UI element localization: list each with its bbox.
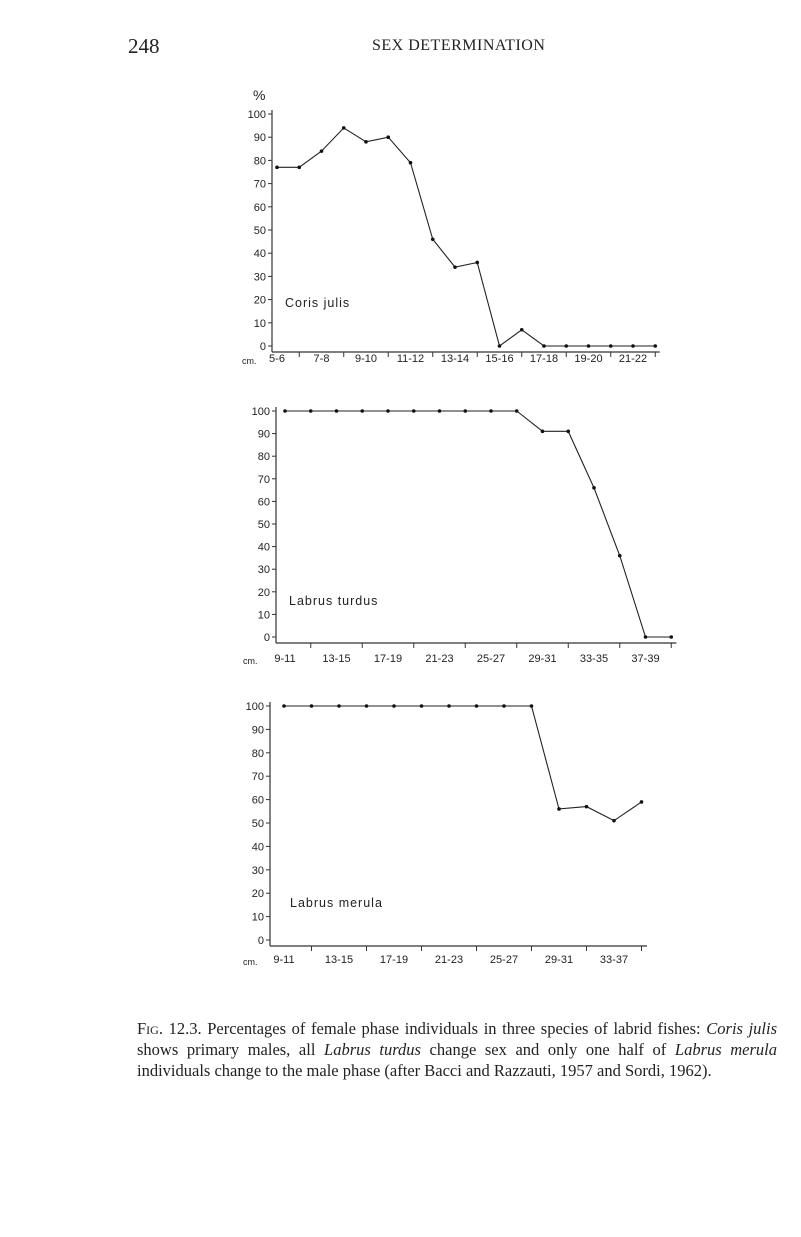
x-tick-label: 9-11	[273, 954, 295, 966]
data-point	[530, 704, 534, 708]
y-tick-label: 80	[253, 155, 266, 168]
x-tick-label: 21-23	[434, 954, 464, 966]
x-tick-label: 17-19	[379, 954, 409, 966]
x-tick-label: 5-6	[269, 353, 285, 365]
data-point	[275, 166, 279, 170]
data-point	[515, 409, 519, 413]
y-tick-label: 30	[257, 564, 270, 577]
data-point	[409, 161, 413, 165]
data-point	[640, 800, 644, 804]
y-tick-label: 80	[251, 747, 264, 760]
chart-labrus-merula	[243, 701, 647, 967]
y-tick-label: 0	[257, 935, 264, 947]
y-tick-label: 90	[257, 428, 270, 441]
y-tick-label: 60	[251, 794, 264, 807]
y-tick-label: 20	[253, 294, 266, 307]
y-tick-label: 50	[257, 519, 270, 531]
x-tick-label: 29-31	[544, 954, 574, 966]
data-point	[564, 344, 568, 348]
data-point	[541, 430, 545, 434]
x-tick-label: 9-11	[274, 653, 296, 665]
data-point	[392, 704, 396, 708]
x-tick-label: 25-27	[489, 954, 519, 966]
y-tick-label: 40	[257, 541, 270, 554]
species-label: Labrus merula	[290, 896, 383, 910]
y-axis-unit-label: %	[253, 87, 266, 103]
data-point	[412, 409, 416, 413]
data-point	[475, 261, 479, 265]
data-point	[386, 135, 390, 139]
y-tick-label: 70	[251, 771, 264, 784]
species-label: Coris julis	[285, 296, 351, 310]
x-tick-label: 13-15	[322, 653, 351, 665]
data-point	[364, 140, 368, 144]
data-point	[283, 409, 287, 413]
data-point	[335, 409, 339, 413]
data-point	[447, 704, 451, 708]
data-point	[566, 430, 570, 434]
x-tick-label: 29-31	[528, 653, 557, 665]
caption-text-3: Labrus turdus	[324, 1040, 421, 1059]
x-tick-label: 25-27	[476, 653, 506, 665]
y-tick-label: 70	[257, 473, 270, 486]
x-tick-label: 9-10	[354, 353, 378, 365]
data-point	[609, 344, 613, 348]
data-point	[520, 328, 524, 332]
data-point	[309, 409, 313, 413]
caption-text-5: Labrus merula	[674, 1040, 778, 1059]
data-point	[489, 409, 493, 413]
y-tick-label: 10	[253, 317, 266, 330]
data-point	[420, 704, 424, 708]
y-tick-label: 70	[253, 178, 266, 191]
series-line	[277, 128, 655, 346]
x-tick-label: 33-35	[579, 653, 609, 665]
series-line	[284, 706, 642, 821]
y-tick-label: 0	[263, 632, 270, 644]
data-point	[612, 819, 616, 823]
y-tick-label: 90	[253, 132, 266, 145]
species-label: Labrus turdus	[289, 594, 379, 608]
running-head: SEX DETERMINATION	[372, 37, 546, 54]
data-point	[342, 126, 346, 130]
y-tick-label: 0	[259, 341, 266, 353]
data-point	[618, 554, 622, 558]
data-point	[475, 704, 479, 708]
y-tick-label: 10	[251, 911, 264, 924]
data-point	[320, 149, 324, 153]
y-tick-label: 40	[251, 841, 264, 854]
data-point	[502, 704, 506, 708]
y-tick-label: 80	[257, 451, 270, 464]
y-tick-label: 50	[253, 225, 266, 237]
y-tick-label: 30	[251, 864, 264, 877]
y-tick-label: 60	[257, 496, 270, 509]
chart-coris-julis	[242, 87, 660, 366]
y-tick-label: 10	[257, 609, 270, 622]
data-point	[360, 409, 364, 413]
y-tick-label: 100	[245, 701, 264, 713]
data-point	[585, 805, 589, 809]
x-tick-label: 21-23	[425, 653, 454, 665]
y-tick-label: 100	[251, 406, 270, 418]
x-tick-label: 13-15	[324, 954, 354, 966]
y-tick-label: 50	[251, 818, 264, 830]
y-tick-label: 20	[257, 586, 270, 599]
caption-label: Fig. 12.3.	[137, 1019, 202, 1038]
y-tick-label: 100	[247, 109, 266, 121]
caption-text-1: Coris julis	[706, 1019, 778, 1038]
data-point	[463, 409, 467, 413]
y-tick-label: 30	[253, 271, 266, 284]
data-point	[592, 486, 596, 490]
x-tick-label: 33-37	[599, 954, 629, 966]
caption-text-4: change sex and only one half of	[420, 1040, 675, 1059]
figure-caption	[137, 1018, 777, 1081]
data-point	[431, 237, 435, 241]
caption-text-0: Percentages of female phase individuals in three species of labrid fishes:	[201, 1019, 707, 1038]
x-tick-label: 13-14	[440, 353, 470, 365]
data-point	[365, 704, 369, 708]
data-point	[557, 807, 561, 811]
data-point	[438, 409, 442, 413]
x-tick-label: 11-12	[396, 353, 425, 365]
data-point	[297, 166, 301, 170]
x-tick-label: 15-16	[485, 353, 514, 365]
y-tick-label: 60	[253, 201, 266, 214]
x-tick-label: 7-8	[313, 353, 330, 365]
x-tick-label: 37-39	[631, 653, 660, 665]
data-point	[498, 344, 502, 348]
x-tick-label: 21-22	[618, 353, 648, 365]
x-unit-label: cm.	[243, 957, 258, 967]
data-point	[631, 344, 635, 348]
data-point	[542, 344, 546, 348]
data-point	[644, 635, 648, 639]
y-tick-label: 40	[253, 248, 266, 261]
x-tick-label: 17-18	[529, 353, 559, 365]
y-tick-label: 20	[251, 888, 264, 901]
data-point	[337, 704, 341, 708]
x-tick-label: 19-20	[574, 353, 603, 365]
y-tick-label: 90	[251, 724, 264, 737]
data-point	[453, 265, 457, 269]
caption-text-6: individuals change to the male phase (after Bacci and Razzauti, 1957 and Sordi, 1962).	[137, 1061, 712, 1080]
data-point	[587, 344, 591, 348]
data-point	[282, 704, 286, 708]
x-tick-label: 17-19	[373, 653, 403, 665]
chart-labrus-turdus	[243, 406, 676, 666]
data-point	[310, 704, 314, 708]
data-point	[386, 409, 390, 413]
page-number: 248	[128, 34, 160, 58]
x-unit-label: cm.	[242, 356, 257, 366]
data-point	[653, 344, 657, 348]
x-unit-label: cm.	[243, 656, 258, 666]
data-point	[669, 635, 673, 639]
caption-text-2: shows primary males, all	[137, 1040, 325, 1059]
